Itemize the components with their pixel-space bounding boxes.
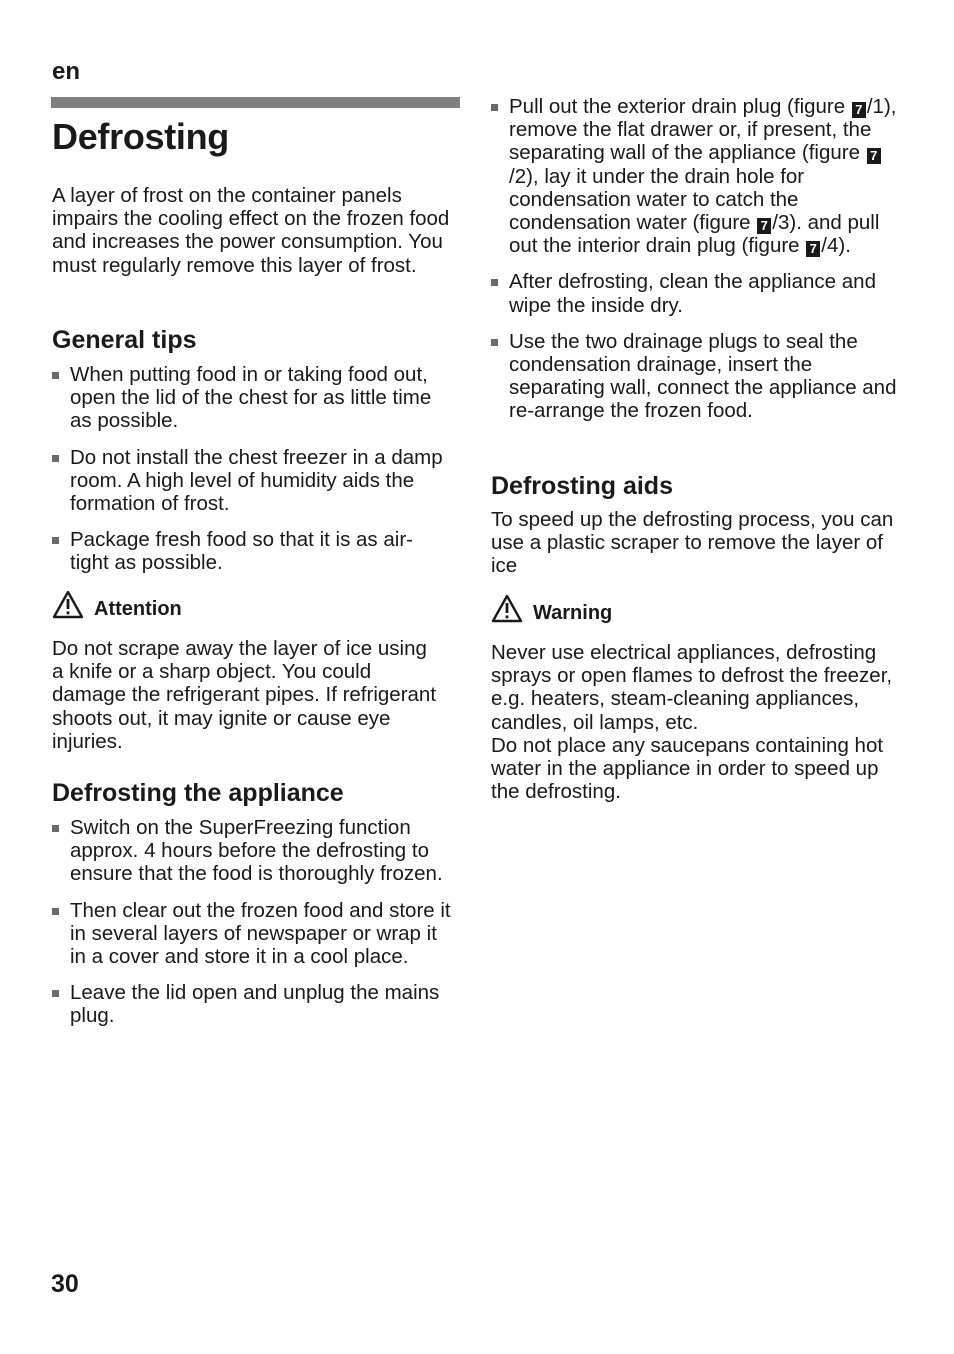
- bullet-icon: [491, 339, 498, 346]
- attention-heading: [52, 590, 182, 619]
- warning-text-1: Never use electrical appliances, defrosting sprays or open flames to defrost the freezer, e.g. heaters, steam-cleaning appliances, candles, oil lamps, etc.: [491, 641, 893, 734]
- figure-reference: 7: [852, 102, 866, 118]
- header-rule: [51, 97, 460, 108]
- defrosting-appliance-list: [52, 816, 454, 1041]
- warning-label: Warning: [533, 602, 613, 624]
- figure-reference: 7: [757, 218, 771, 234]
- list-item: Package fresh food so that it is as air-tight as possible.: [52, 528, 447, 574]
- list-item: After defrosting, clean the appliance and wipe the inside dry.: [491, 270, 903, 316]
- list-item: Do not install the chest freezer in a damp room. A high level of humidity aids the formation of frost.: [52, 446, 447, 516]
- warning-triangle-icon: [52, 590, 84, 619]
- defrosting-aids-text: To speed up the defrosting process, you can use a plastic scraper to remove the layer of ice: [491, 508, 894, 578]
- language-label: en: [52, 58, 81, 85]
- intro-paragraph: A layer of frost on the container panels impairs the cooling effect on the frozen food and increases the power consumption. You must regularly remove this layer of frost.: [52, 184, 450, 277]
- list-item: Then clear out the frozen food and store it in several layers of newspaper or wrap it in a cover and store it in a cool place.: [52, 899, 454, 969]
- general-tips-heading: General tips: [52, 326, 197, 354]
- bullet-icon: [491, 104, 498, 111]
- warning-triangle-icon: [491, 594, 523, 623]
- warning-heading: [491, 594, 612, 623]
- defrosting-aids-heading: Defrosting aids: [491, 472, 673, 500]
- warning-text: [491, 641, 901, 803]
- page-number: 30: [51, 1270, 79, 1298]
- list-item: Switch on the SuperFreezing function approx. 4 hours before the defrosting to ensure that the food is thoroughly frozen.: [52, 816, 454, 886]
- page-title: Defrosting: [52, 116, 230, 157]
- figure-reference: 7: [806, 241, 820, 257]
- list-item: When putting food in or taking food out, open the lid of the chest for as little time as possible.: [52, 363, 447, 433]
- bullet-icon: [491, 279, 498, 286]
- figure-reference: 7: [867, 148, 881, 164]
- bullet-icon: [52, 537, 59, 544]
- bullet-icon: [52, 908, 59, 915]
- attention-text: Do not scrape away the layer of ice using a knife or a sharp object. You could damage the refrigerant pipes. If refrigerant shoots out, it may ignite or cause eye injuries.: [52, 637, 437, 753]
- attention-label: Attention: [94, 598, 182, 620]
- bullet-icon: [52, 990, 59, 997]
- list-item: Pull out the exterior drain plug (figure 7 /1), remove the flat drawer or, if present, the separating wall of the appliance (figure 7/2), lay it under the drain hole for condensation water to catch the condensation water (figure 7 /3). and pull out the interior drain plug (figure 7 /4).: [491, 95, 903, 257]
- bullet-icon: [52, 455, 59, 462]
- general-tips-list: [52, 363, 447, 588]
- list-item: Leave the lid open and unplug the mains plug.: [52, 981, 454, 1027]
- list-item: Use the two drainage plugs to seal the condensation drainage, insert the separating wall, connect the appliance and re-arrange the frozen food.: [491, 330, 903, 423]
- bullet-icon: [52, 372, 59, 379]
- defrosting-appliance-heading: Defrosting the appliance: [52, 779, 344, 807]
- bullet-icon: [52, 825, 59, 832]
- warning-text-2: Do not place any saucepans containing hot water in the appliance in order to speed up the defrosting.: [491, 733, 884, 804]
- defrost-steps-list: [491, 95, 903, 436]
